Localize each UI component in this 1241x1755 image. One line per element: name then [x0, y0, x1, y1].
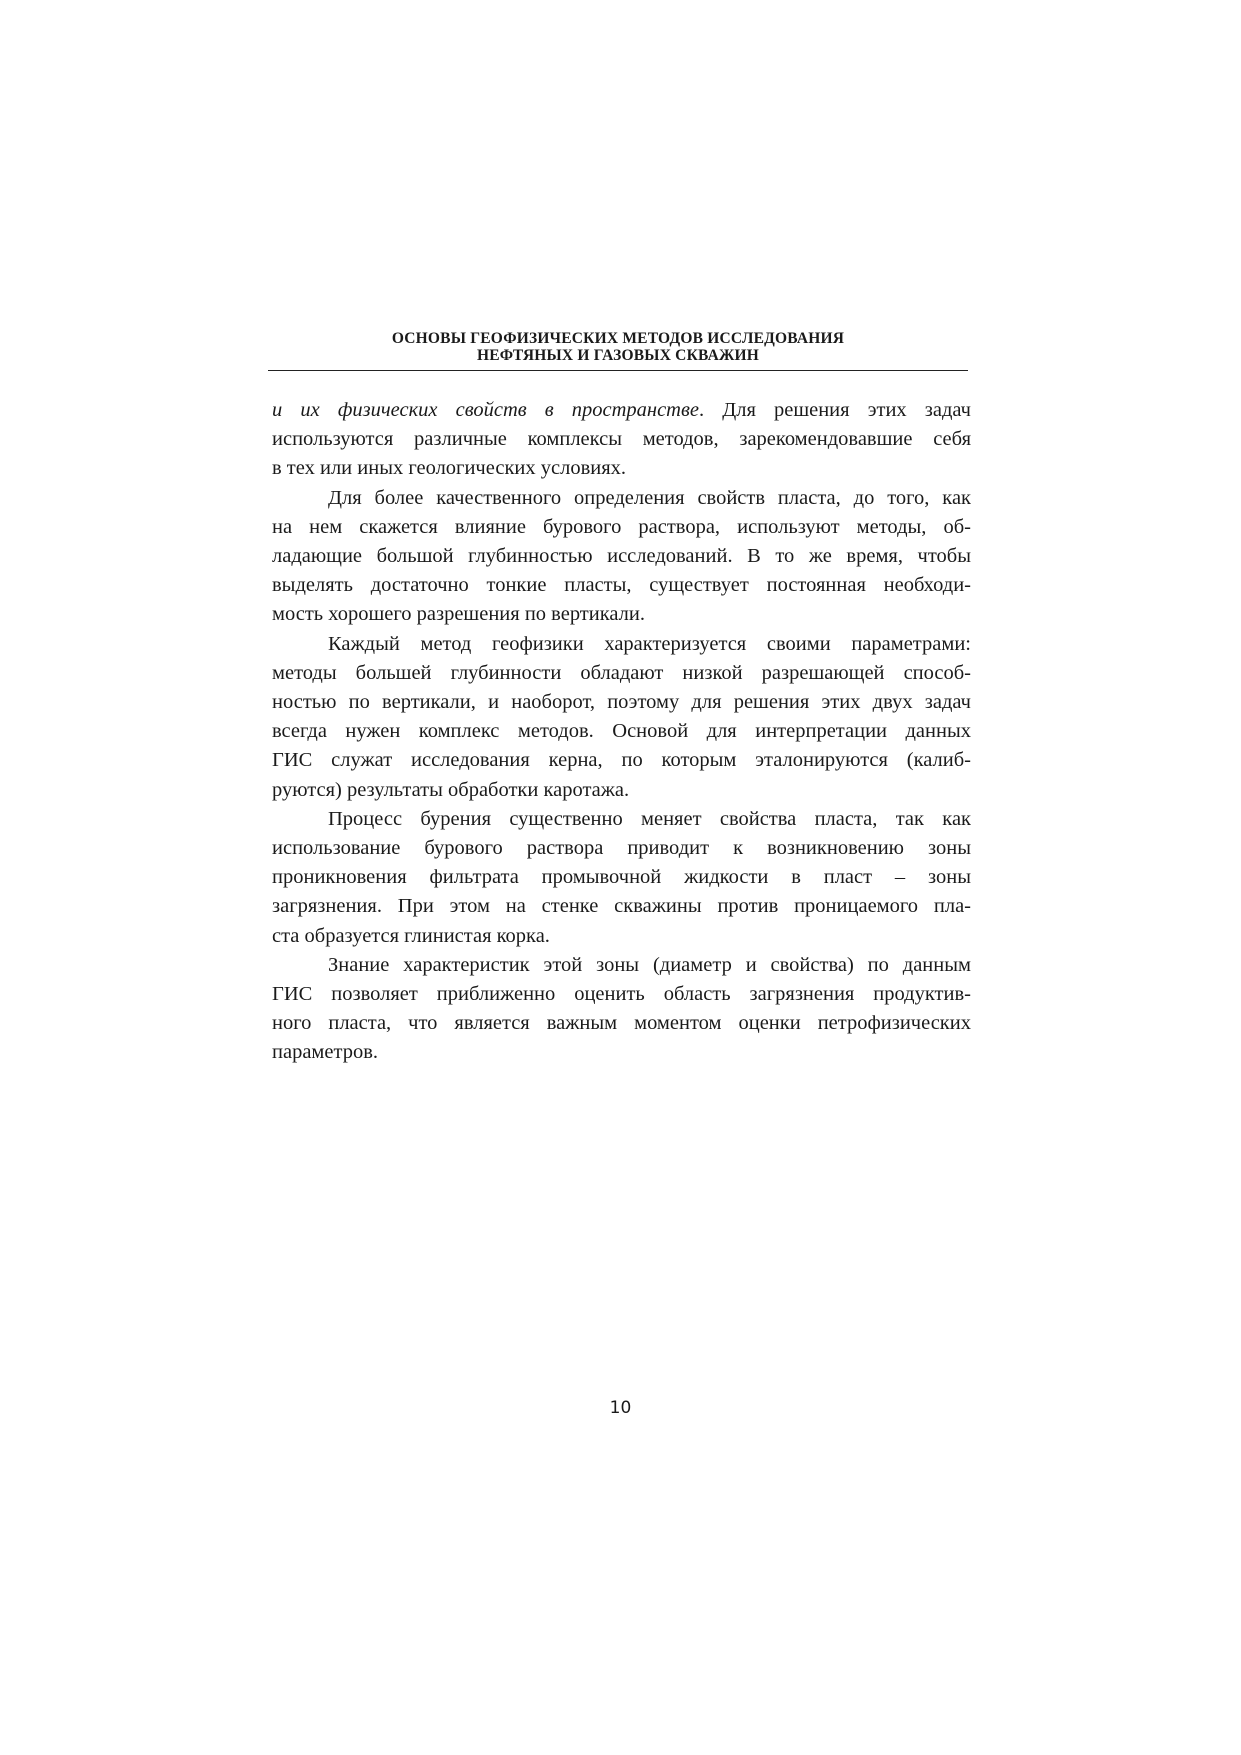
text-line: Каждый метод геофизики характеризуется своими параметрами:: [328, 632, 971, 655]
text-line: ностью по вертикали, и наоборот, поэтому для решения этих двух задач: [272, 691, 971, 714]
header-divider: [268, 370, 968, 371]
running-header-line-1: ОСНОВЫ ГЕОФИЗИЧЕСКИХ МЕТОДОВ ИССЛЕДОВАНИЯ: [391, 330, 845, 347]
page-number: 10: [609, 1398, 632, 1418]
italic-lead: и их физических свойств в пространстве: [272, 399, 699, 421]
paragraph-2: [272, 484, 971, 630]
text-line-rest: . Для решения этих задач: [699, 399, 971, 421]
text-line: всегда нужен комплекс методов. Основой для интерпретации данных: [272, 720, 971, 743]
paragraph-3: [272, 630, 971, 805]
text-line: проникновения фильтрата промывочной жидкости в пласт – зоны: [272, 866, 971, 889]
text-line: загрязнения. При этом на стенке скважины против проницаемого пла-: [272, 895, 971, 918]
text-line: руются) результаты обработки каротажа.: [272, 778, 630, 801]
text-line: ГИС служат исследования керна, по которым эталонируются (калиб-: [272, 749, 971, 772]
text-line: [272, 396, 971, 425]
text-line: выделять достаточно тонкие пласты, существует постоянная необходи-: [272, 574, 971, 597]
text-line: на нем скажется влияние бурового раствора, используют методы, об-: [272, 515, 971, 538]
running-header-line-2: НЕФТЯНЫХ И ГАЗОВЫХ СКВАЖИН: [476, 347, 759, 364]
text-line: ного пласта, что является важным моментом оценки петрофизических: [272, 1012, 971, 1035]
text-line: используются различные комплексы методов, зарекомендовавшие себя: [272, 428, 971, 451]
text-line: ладающие большой глубинностью исследований. В то же время, чтобы: [272, 545, 971, 568]
text-line: ста образуется глинистая корка.: [272, 924, 550, 947]
text-line: Процесс бурения существенно меняет свойства пласта, так как: [328, 807, 971, 830]
text-line: методы большей глубинности обладают низкой разрешающей способ-: [272, 661, 971, 684]
text-line: использование бурового раствора приводит к возникновению зоны: [272, 837, 971, 860]
running-header: [268, 330, 968, 364]
paragraph-5: [272, 951, 971, 1068]
paragraph-4: [272, 805, 971, 951]
text-line: ГИС позволяет приближенно оценить область загрязнения продуктив-: [272, 983, 971, 1006]
text-line: параметров.: [272, 1041, 379, 1064]
paragraph-1: [272, 396, 971, 484]
text-line: мость хорошего разрешения по вертикали.: [272, 603, 645, 626]
text-line: Для более качественного определения свойств пласта, до того, как: [328, 486, 971, 509]
text-line: в тех или иных геологических условиях.: [272, 457, 627, 480]
text-line: Знание характеристик этой зоны (диаметр и свойства) по данным: [328, 953, 971, 976]
body-text: [272, 396, 971, 1068]
